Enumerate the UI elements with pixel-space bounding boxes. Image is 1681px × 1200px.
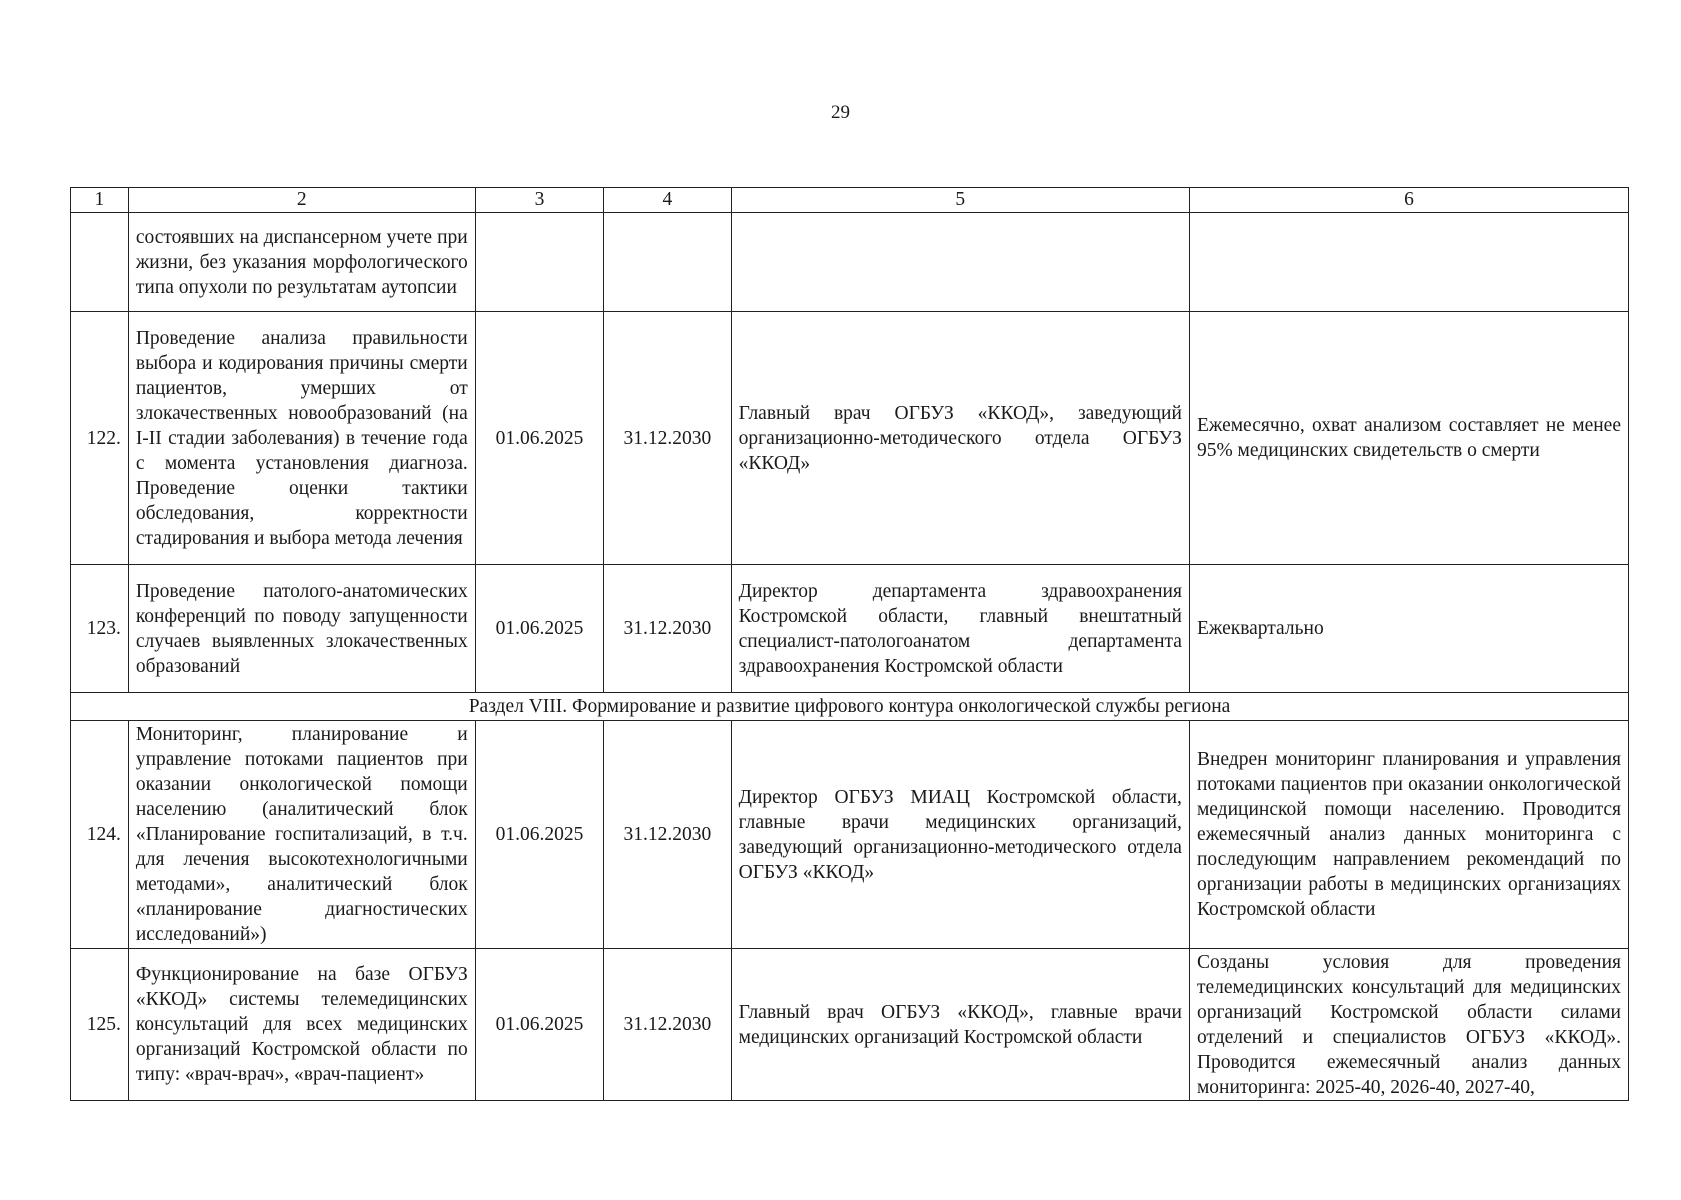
row-number-cell: 123.	[71, 565, 129, 693]
result-cell	[1189, 213, 1628, 312]
end-date-cell: 31.12.2030	[604, 949, 731, 1101]
column-header: 3	[475, 188, 603, 213]
start-date-cell	[475, 213, 603, 312]
table-row	[71, 949, 1629, 1101]
responsible-cell: Главный врач ОГБУЗ «ККОД», главные врачи медицинских организаций Костромской области	[731, 949, 1189, 1101]
section-title: Раздел VIII. Формирование и развитие цифрового контура онкологической службы региона	[71, 693, 1629, 721]
row-number-cell: 122.	[71, 312, 129, 565]
table-row	[71, 312, 1629, 565]
result-cell: Ежеквартально	[1189, 565, 1628, 693]
row-number-cell: 125.	[71, 949, 129, 1101]
activity-cell: Проведение патолого-анатомических конференций по поводу запущенности случаев выявленных злокачественных образований	[128, 565, 475, 693]
activity-cell: Функционирование на базе ОГБУЗ «ККОД» системы телемедицинских консультаций для всех медицинских организаций Костромской области по типу: «врач-врач», «врач-пациент»	[128, 949, 475, 1101]
column-header: 2	[128, 188, 475, 213]
end-date-cell: 31.12.2030	[604, 565, 731, 693]
start-date-cell: 01.06.2025	[475, 721, 603, 949]
column-header: 5	[731, 188, 1189, 213]
result-cell: Созданы условия для проведения телемедицинских консультаций для медицинских организаций Костромской области силами отделений и специалистов ОГБУЗ «ККОД». Проводится ежемесячный анализ данных мониторинга: 2025-40, 2026-40, 2027-40,	[1189, 949, 1628, 1101]
result-cell: Ежемесячно, охват анализом составляет не менее 95% медицинских свидетельств о смерти	[1189, 312, 1628, 565]
table-row-continuation	[71, 213, 1629, 312]
section-heading-row	[71, 693, 1629, 721]
end-date-cell: 31.12.2030	[604, 721, 731, 949]
end-date-cell: 31.12.2030	[604, 312, 731, 565]
column-number-header-row	[71, 188, 1629, 213]
table-row	[71, 565, 1629, 693]
table-row	[71, 721, 1629, 949]
responsible-cell: Директор департамента здравоохранения Костромской области, главный внештатный специалист-патологоанатом департамента здравоохранения Костромской области	[731, 565, 1189, 693]
responsible-cell: Директор ОГБУЗ МИАЦ Костромской области, главные врачи медицинских организаций, заведующий организационно-методического отдела ОГБУЗ «ККОД»	[731, 721, 1189, 949]
row-number-cell: 124.	[71, 721, 129, 949]
column-header: 4	[604, 188, 731, 213]
row-number-cell	[71, 213, 129, 312]
start-date-cell: 01.06.2025	[475, 312, 603, 565]
column-header: 1	[71, 188, 129, 213]
start-date-cell: 01.06.2025	[475, 565, 603, 693]
responsible-cell	[731, 213, 1189, 312]
page-number: 29	[831, 102, 850, 123]
start-date-cell: 01.06.2025	[475, 949, 603, 1101]
result-cell: Внедрен мониторинг планирования и управления потоками пациентов при оказании онкологической медицинской помощи населению. Проводится ежемесячный анализ данных мониторинга с последующим направлением рекомендаций по организации работы в медицинских организациях Костромской области	[1189, 721, 1628, 949]
end-date-cell	[604, 213, 731, 312]
activity-cell: состоявших на диспансерном учете при жизни, без указания морфологического типа опухоли по результатам аутопсии	[128, 213, 475, 312]
responsible-cell: Главный врач ОГБУЗ «ККОД», заведующий организационно-методического отдела ОГБУЗ «ККОД»	[731, 312, 1189, 565]
action-plan-table	[70, 187, 1629, 1101]
column-header: 6	[1189, 188, 1628, 213]
activity-cell: Мониторинг, планирование и управление потоками пациентов при оказании онкологической помощи населению (аналитический блок «Планирование госпитализаций, в т.ч. для лечения высокотехнологичными методами», аналитический блок «планирование диагностических исследований»)	[128, 721, 475, 949]
activity-cell: Проведение анализа правильности выбора и кодирования причины смерти пациентов, умерших от злокачественных новообразований (на I-II стадии заболевания) в течение года с момента установления диагноза. Проведение оценки тактики обследования, корректности стадирования и выбора метода лечения	[128, 312, 475, 565]
